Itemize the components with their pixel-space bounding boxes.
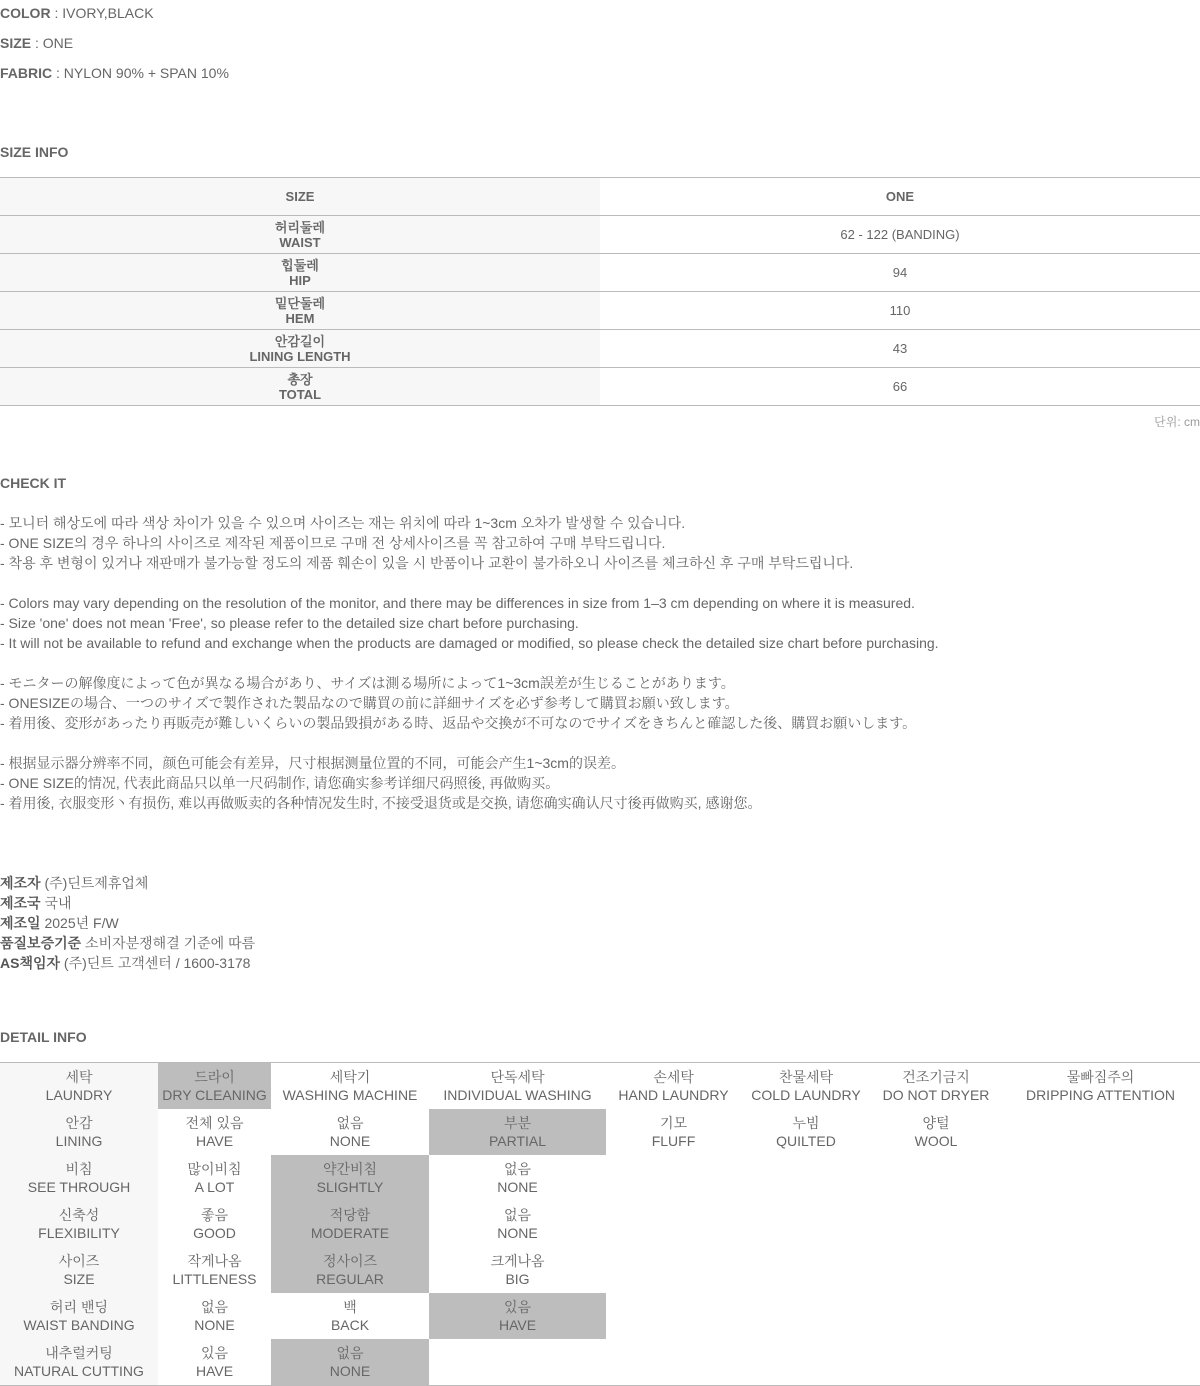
detail-cell — [1001, 1063, 1200, 1110]
detail-cell — [871, 1109, 1001, 1155]
detail-cell — [741, 1293, 871, 1339]
detail-cell-ko: 비침 — [65, 1161, 93, 1177]
size-label-en: WAIST — [279, 234, 321, 250]
detail-cell — [429, 1063, 606, 1110]
detail-cell — [606, 1155, 741, 1201]
detail-row — [0, 1339, 1200, 1386]
detail-cell-ko: 백 — [343, 1299, 357, 1315]
spec-label: SIZE — [0, 35, 32, 51]
detail-cell — [871, 1339, 1001, 1386]
size-label-en: HIP — [289, 272, 311, 288]
check-zh — [0, 753, 761, 813]
detail-cell-en: BACK — [330, 1317, 370, 1333]
size-label-ko: 힙둘레 — [281, 257, 319, 273]
check-line: - 着用後, 衣服变形丶有损伤, 难以再做贩卖的各种情况发生时, 不接受退货或是交换, 请您确实确认尺寸後再做购买, 感谢您。 — [0, 795, 762, 811]
mfr-value: 2025년 F/W — [44, 915, 119, 931]
check-en — [0, 593, 939, 653]
detail-cell-ko: 내추럴커팅 — [45, 1345, 113, 1361]
detail-cell — [158, 1247, 271, 1293]
check-line: - 모니터 해상도에 따라 색상 차이가 있을 수 있으며 사이즈는 재는 위치에 따라 1~3cm 오차가 발생할 수 있습니다. — [0, 515, 686, 531]
check-line: - ONESIZEの場合、一つのサイズで製作された製品なので購買の前に詳細サイズを必ず参考して購買お願い致します。 — [0, 695, 739, 711]
detail-cell — [606, 1339, 741, 1386]
detail-cell-en: GOOD — [193, 1225, 236, 1241]
detail-cell — [1001, 1109, 1200, 1155]
detail-cell — [271, 1063, 429, 1110]
detail-cell-en: FLEXIBILITY — [38, 1225, 120, 1241]
detail-cell — [606, 1201, 741, 1247]
detail-cell-selected — [429, 1109, 606, 1155]
detail-cell-en: NONE — [497, 1179, 538, 1195]
detail-cell-en: A LOT — [194, 1179, 235, 1195]
mfr-line — [0, 953, 255, 973]
detail-cell-en: HAVE — [195, 1363, 234, 1379]
detail-cell-ko: 있음 — [503, 1299, 532, 1315]
detail-cell-ko: 크게나옴 — [490, 1253, 545, 1269]
mfr-value: 국내 — [44, 895, 72, 911]
detail-cell — [606, 1063, 741, 1110]
detail-cell-en: DRY CLEANING — [162, 1087, 267, 1103]
detail-cell-en: SIZE — [63, 1271, 95, 1287]
size-row-label — [0, 254, 600, 292]
spec-label: COLOR — [0, 5, 51, 21]
detail-cell-en: LINING — [55, 1133, 103, 1149]
size-row — [0, 254, 1200, 292]
detail-cell — [158, 1293, 271, 1339]
mfr-value: 소비자분쟁해결 기준에 따름 — [85, 935, 256, 951]
detail-cell — [741, 1201, 871, 1247]
detail-cell-ko: 약간비침 — [322, 1161, 378, 1177]
detail-cell-ko: 없음 — [200, 1299, 229, 1315]
detail-cell — [429, 1247, 606, 1293]
spec-color — [0, 5, 154, 21]
check-line: - ONE SIZE的情况, 代表此商品只以单一尺码制作, 请您确实参考详细尺码照後, 再做购买。 — [0, 775, 560, 791]
spec-value: : ONE — [35, 35, 74, 51]
detail-row-label — [0, 1109, 158, 1155]
detail-cell-selected — [271, 1201, 429, 1247]
size-row-value: 43 — [600, 330, 1200, 368]
detail-cell-ko: 드라이 — [194, 1069, 235, 1085]
detail-row — [0, 1063, 1200, 1110]
detail-cell-ko: 기모 — [659, 1115, 688, 1131]
size-label-ko: 허리둘레 — [274, 219, 326, 235]
detail-cell — [271, 1109, 429, 1155]
spec-value: : IVORY,BLACK — [54, 5, 154, 21]
detail-cell-ko: 안감 — [65, 1115, 93, 1131]
detail-cell-ko: 누빔 — [792, 1115, 820, 1131]
check-ja — [0, 673, 916, 733]
detail-cell-ko: 허리 밴딩 — [50, 1299, 108, 1315]
detail-cell-ko: 건조기금지 — [902, 1069, 970, 1085]
detail-cell — [1001, 1201, 1200, 1247]
detail-cell-selected — [271, 1247, 429, 1293]
detail-cell-ko: 많이비침 — [187, 1161, 242, 1177]
size-row — [0, 330, 1200, 368]
mfr-label: AS책임자 — [0, 955, 61, 971]
detail-cell-ko: 세탁기 — [329, 1069, 371, 1085]
detail-cell-en: WAIST BANDING — [23, 1317, 135, 1333]
detail-cell — [871, 1201, 1001, 1247]
detail-row — [0, 1109, 1200, 1155]
detail-cell — [871, 1063, 1001, 1110]
detail-cell-ko: 없음 — [336, 1345, 364, 1361]
detail-cell — [429, 1155, 606, 1201]
size-header-label: SIZE — [0, 178, 600, 216]
manufacturer-info — [0, 873, 255, 973]
detail-cell — [1001, 1155, 1200, 1201]
detail-cell-en: DO NOT DRYER — [882, 1087, 990, 1103]
mfr-value: (주)딘트 고객센터 / 1600-3178 — [63, 955, 251, 971]
size-table-header — [0, 178, 1200, 216]
detail-cell-en: NONE — [497, 1225, 538, 1241]
detail-cell — [158, 1339, 271, 1386]
detail-cell-en: LAUNDRY — [45, 1087, 113, 1103]
detail-cell — [871, 1247, 1001, 1293]
mfr-line — [0, 873, 255, 893]
detail-cell-en: BIG — [505, 1271, 530, 1287]
check-line: - Size 'one' does not mean 'Free', so please refer to the detailed size chart before purchasing. — [0, 615, 579, 631]
detail-cell — [871, 1155, 1001, 1201]
detail-cell — [741, 1063, 871, 1110]
detail-cell-en: COLD LAUNDRY — [751, 1087, 861, 1103]
detail-cell-en: NONE — [329, 1133, 371, 1149]
size-row-value: 110 — [600, 292, 1200, 330]
detail-cell — [741, 1109, 871, 1155]
size-label-ko: 안감길이 — [274, 333, 326, 349]
detail-row-label — [0, 1155, 158, 1201]
check-line: - ONE SIZE의 경우 하나의 사이즈로 제작된 제품이므로 구매 전 상세사이즈를 꼭 참고하여 구매 부탁드립니다. — [0, 535, 666, 551]
detail-cell-selected — [271, 1155, 429, 1201]
detail-cell-en: PARTIAL — [488, 1133, 547, 1149]
detail-cell — [741, 1339, 871, 1386]
detail-cell-en: HAVE — [498, 1317, 537, 1333]
detail-cell-en: HAND LAUNDRY — [618, 1087, 729, 1103]
detail-cell-ko: 단독세탁 — [490, 1069, 545, 1085]
detail-cell — [741, 1247, 871, 1293]
detail-cell — [606, 1109, 741, 1155]
detail-cell-en: LITTLENESS — [172, 1271, 257, 1287]
check-it-heading: CHECK IT — [0, 475, 67, 491]
detail-cell — [1001, 1293, 1200, 1339]
detail-cell-ko: 전체 있음 — [185, 1115, 244, 1131]
size-label-en: LINING LENGTH — [249, 348, 351, 364]
detail-cell-ko: 찬물세탁 — [778, 1069, 834, 1085]
size-label-ko: 총장 — [287, 371, 313, 387]
detail-cell-en: REGULAR — [316, 1271, 384, 1287]
detail-row-label — [0, 1201, 158, 1247]
detail-cell — [271, 1293, 429, 1339]
check-line: - 着用後、変形があったり再販売が難しいくらいの製品毀損がある時、返品や交換が不可なのでサイズをきちんと確認した後、購買お願いします。 — [0, 715, 917, 731]
size-unit: 단위: cm — [1154, 415, 1200, 429]
size-row-label — [0, 292, 600, 330]
detail-cell — [606, 1247, 741, 1293]
detail-cell-ko: 적당함 — [329, 1207, 371, 1223]
detail-cell-ko: 없음 — [503, 1161, 532, 1177]
size-info-heading: SIZE INFO — [0, 144, 69, 160]
spec-fabric — [0, 65, 229, 81]
detail-cell-en: HAVE — [195, 1133, 234, 1149]
detail-cell-ko: 좋음 — [200, 1207, 229, 1223]
detail-cell-en: NONE — [194, 1317, 235, 1333]
detail-cell — [429, 1201, 606, 1247]
mfr-line — [0, 893, 255, 913]
check-line: - 착용 후 변형이 있거나 재판매가 불가능할 정도의 제품 훼손이 있을 시 반품이나 교환이 불가하오니 사이즈를 체크하신 후 구매 부탁드립니다. — [0, 555, 854, 571]
size-label-en: TOTAL — [278, 386, 322, 402]
detail-cell — [429, 1339, 606, 1386]
detail-cell — [1001, 1247, 1200, 1293]
detail-cell — [158, 1155, 271, 1201]
detail-row — [0, 1247, 1200, 1293]
detail-cell-ko: 신축성 — [58, 1207, 100, 1223]
detail-info-heading: DETAIL INFO — [0, 1029, 87, 1045]
detail-cell — [871, 1293, 1001, 1339]
size-header-value: ONE — [600, 178, 1200, 216]
detail-cell-en: NATURAL CUTTING — [14, 1363, 144, 1379]
check-line: - Colors may vary depending on the resolution of the monitor, and there may be differences in size from 1–3 cm depending on where it is measured. — [0, 595, 915, 611]
detail-cell-en: NONE — [329, 1363, 371, 1379]
size-row-value: 66 — [600, 368, 1200, 406]
detail-cell-ko: 없음 — [503, 1207, 532, 1223]
detail-cell — [158, 1201, 271, 1247]
detail-cell-en: SLIGHTLY — [316, 1179, 384, 1195]
detail-cell-en: DRIPPING ATTENTION — [1025, 1087, 1176, 1103]
size-label-ko: 밑단둘레 — [274, 295, 326, 311]
detail-cell-ko: 없음 — [336, 1115, 364, 1131]
mfr-line — [0, 933, 255, 953]
mfr-label: 제조일 — [0, 915, 41, 931]
size-row-value: 94 — [600, 254, 1200, 292]
size-row — [0, 368, 1200, 406]
detail-cell-ko: 있음 — [200, 1345, 229, 1361]
size-row — [0, 292, 1200, 330]
detail-cell-ko: 사이즈 — [58, 1253, 100, 1269]
mfr-line — [0, 913, 255, 933]
spec-size — [0, 35, 73, 51]
detail-cell-selected — [429, 1293, 606, 1339]
detail-cell-ko: 세탁 — [65, 1069, 93, 1085]
detail-cell-en: WOOL — [914, 1133, 958, 1149]
detail-row — [0, 1293, 1200, 1339]
detail-cell-selected — [271, 1339, 429, 1386]
detail-cell-en: WASHING MACHINE — [282, 1087, 418, 1103]
detail-cell-en: SEE THROUGH — [27, 1179, 131, 1195]
detail-cell-en: QUILTED — [776, 1133, 836, 1149]
detail-cell-en: FLUFF — [651, 1133, 696, 1149]
detail-row-label — [0, 1339, 158, 1386]
size-row-label — [0, 368, 600, 406]
size-label-en: HEM — [285, 310, 315, 326]
detail-cell — [158, 1109, 271, 1155]
detail-cell-ko: 부분 — [503, 1115, 532, 1131]
detail-cell-ko: 작게나옴 — [187, 1253, 242, 1269]
detail-row — [0, 1155, 1200, 1201]
check-ko — [0, 513, 853, 573]
mfr-label: 제조국 — [0, 895, 41, 911]
size-row-label — [0, 216, 600, 254]
detail-cell — [606, 1293, 741, 1339]
mfr-label: 품질보증기준 — [0, 935, 82, 951]
size-row-value: 62 - 122 (BANDING) — [600, 216, 1200, 254]
detail-row-label — [0, 1247, 158, 1293]
detail-cell-ko: 정사이즈 — [322, 1253, 378, 1269]
check-line: - It will not be available to refund and exchange when the products are damaged or modified, so please check the detailed size chart before purchasing. — [0, 635, 939, 651]
detail-table — [0, 1062, 1200, 1386]
detail-row-label — [0, 1063, 158, 1110]
check-line: - モニターの解像度によって色が異なる場合があり、サイズは測る場所によって1~3cm誤差が生じることがあります。 — [0, 675, 735, 691]
spec-label: FABRIC — [0, 65, 53, 81]
detail-cell-en: MODERATE — [310, 1225, 390, 1241]
detail-row — [0, 1201, 1200, 1247]
detail-cell-ko: 양털 — [922, 1115, 950, 1131]
detail-cell-ko: 물빠짐주의 — [1066, 1069, 1135, 1085]
detail-cell-ko: 손세탁 — [653, 1069, 694, 1085]
detail-row-label — [0, 1293, 158, 1339]
detail-cell — [1001, 1339, 1200, 1386]
spec-value: : NYLON 90% + SPAN 10% — [56, 65, 229, 81]
mfr-label: 제조자 — [0, 875, 41, 891]
size-row-label — [0, 330, 600, 368]
detail-cell — [741, 1155, 871, 1201]
check-line: - 根据显示器分辨率不同，颜色可能会有差异，尺寸根据测量位置的不同，可能会产生1~3cm的误差。 — [0, 755, 625, 771]
detail-cell-en: INDIVIDUAL WASHING — [443, 1087, 592, 1103]
detail-cell-selected — [158, 1063, 271, 1110]
mfr-value: (주)딘트제휴업체 — [44, 875, 149, 891]
size-row — [0, 216, 1200, 254]
size-table — [0, 177, 1200, 406]
